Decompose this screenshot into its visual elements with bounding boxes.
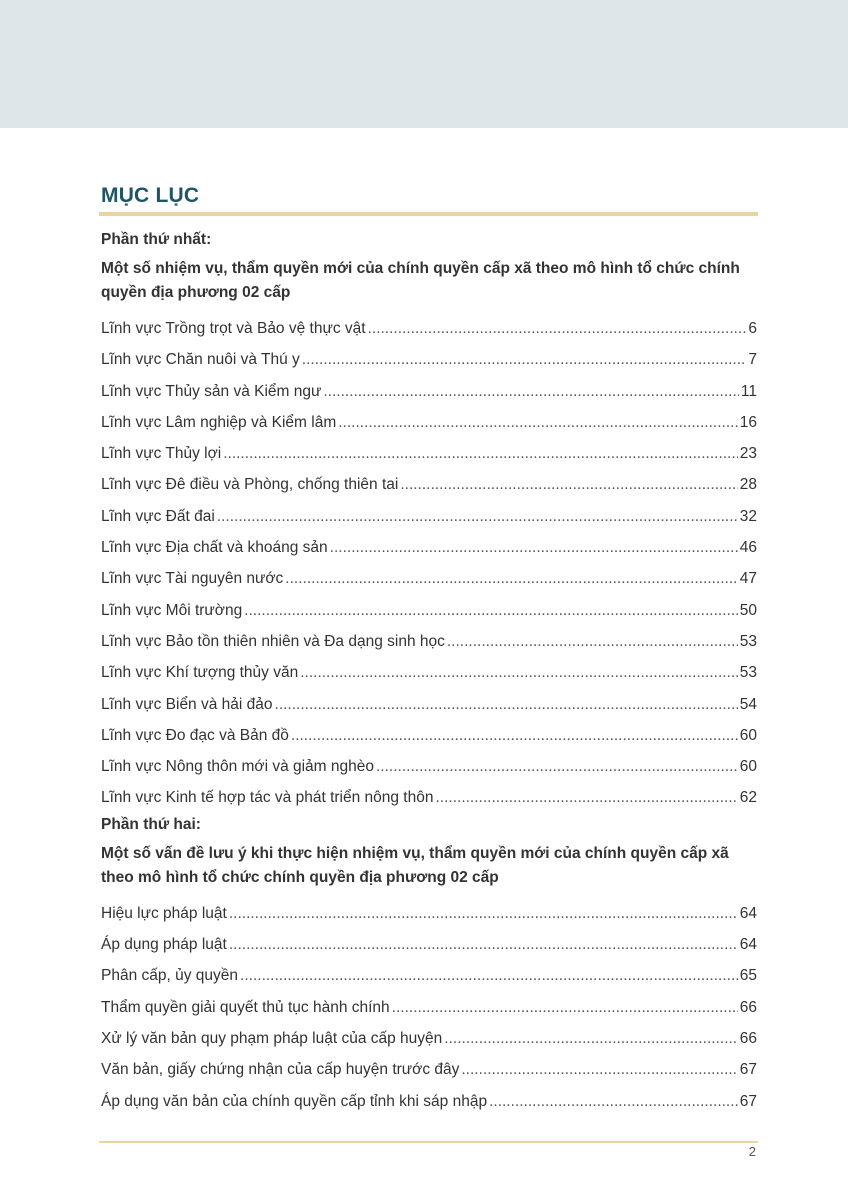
part-one-entries (101, 313, 757, 814)
toc-dot-leader (330, 532, 738, 563)
title-divider (99, 212, 758, 216)
toc-entry-page: 60 (739, 758, 757, 776)
toc-entry[interactable] (101, 992, 757, 1023)
toc-entry-label: Lĩnh vực Địa chất và khoáng sản (101, 539, 328, 557)
toc-dot-leader (368, 313, 747, 344)
toc-entry[interactable] (101, 1086, 757, 1117)
toc-entry-label: Lĩnh vực Bảo tồn thiên nhiên và Đa dạng sinh học (101, 632, 445, 650)
toc-entry[interactable] (101, 532, 757, 563)
toc-entry[interactable] (101, 469, 757, 500)
toc-dot-leader (323, 376, 739, 407)
page-number: 2 (748, 1144, 756, 1159)
toc-dot-leader (291, 720, 738, 751)
table-of-contents (101, 229, 757, 1117)
toc-entry-label: Lĩnh vực Lâm nghiệp và Kiểm lâm (101, 413, 337, 431)
toc-entry[interactable] (101, 626, 757, 657)
toc-entry-label: Thẩm quyền giải quyết thủ tục hành chính (101, 998, 390, 1016)
toc-dot-leader (244, 595, 738, 626)
toc-entry-page: 53 (739, 632, 757, 650)
toc-dot-leader (275, 689, 738, 720)
toc-dot-leader (489, 1086, 738, 1117)
toc-entry-page: 28 (739, 476, 757, 494)
toc-entry-page: 54 (739, 695, 757, 713)
toc-entry-page: 32 (739, 507, 757, 525)
toc-dot-leader (240, 960, 738, 991)
toc-entry-page: 62 (739, 789, 757, 807)
toc-dot-leader (285, 563, 737, 594)
toc-entry[interactable] (101, 720, 757, 751)
toc-dot-leader (338, 407, 738, 438)
toc-entry-page: 65 (739, 967, 757, 985)
toc-dot-leader (444, 1023, 737, 1054)
toc-entry[interactable] (101, 657, 757, 688)
toc-dot-leader (229, 898, 738, 929)
part-two-entries (101, 898, 757, 1117)
part-two-heading: Một số vấn đề lưu ý khi thực hiện nhiệm vụ, thẩm quyền mới của chính quyền cấp xã theo mô hình tổ chức chính quyền địa phương 02 cấp (101, 844, 729, 886)
toc-entry[interactable] (101, 689, 757, 720)
part-one-heading: Một số nhiệm vụ, thẩm quyền mới của chính quyền cấp xã theo mô hình tổ chức chính quyền địa phương 02 cấp (101, 260, 740, 301)
toc-entry[interactable] (101, 563, 757, 594)
toc-entry-label: Lĩnh vực Biển và hải đảo (101, 695, 273, 713)
toc-dot-leader (302, 344, 747, 375)
toc-entry[interactable] (101, 501, 757, 532)
toc-dot-leader (217, 501, 738, 532)
toc-entry-page: 6 (748, 320, 757, 337)
toc-entry[interactable] (101, 898, 757, 929)
toc-entry-label: Lĩnh vực Đê điều và Phòng, chống thiên tai (101, 476, 399, 494)
toc-entry-page: 53 (739, 664, 757, 682)
toc-entry-page: 7 (748, 351, 757, 369)
toc-entry-page: 11 (740, 382, 757, 400)
toc-dot-leader (435, 782, 737, 813)
toc-entry-label: Lĩnh vực Tài nguyên nước (101, 570, 284, 588)
toc-entry-page: 66 (739, 998, 757, 1016)
toc-entry-label: Xử lý văn bản quy phạm pháp luật của cấp huyện (101, 1029, 443, 1047)
toc-entry[interactable] (101, 929, 757, 960)
toc-entry[interactable] (101, 1054, 757, 1085)
toc-entry[interactable] (101, 344, 757, 375)
toc-entry-label: Lĩnh vực Thủy lợi (101, 445, 222, 463)
toc-entry[interactable] (101, 782, 757, 813)
toc-entry-label: Lĩnh vực Chăn nuôi và Thú y (101, 351, 300, 369)
part-one-label: Phần thứ nhất: (101, 231, 212, 248)
part-two-label: Phần thứ hai: (101, 815, 201, 833)
toc-entry[interactable] (101, 407, 757, 438)
toc-entry-label: Hiệu lực pháp luật (101, 904, 227, 922)
toc-entry-page: 16 (739, 413, 757, 431)
toc-entry-page: 64 (739, 904, 757, 922)
toc-entry[interactable] (101, 313, 757, 344)
toc-entry[interactable] (101, 751, 757, 782)
toc-entry-page: 64 (739, 936, 757, 954)
toc-entry[interactable] (101, 376, 757, 407)
toc-entry-page: 50 (739, 601, 757, 619)
toc-dot-leader (229, 929, 738, 960)
toc-entry-page: 47 (739, 570, 757, 588)
toc-entry-label: Lĩnh vực Môi trường (101, 601, 243, 619)
toc-dot-leader (300, 657, 738, 688)
toc-entry-page: 46 (739, 539, 757, 557)
toc-entry-page: 60 (739, 726, 757, 744)
toc-entry[interactable] (101, 438, 757, 469)
toc-entry-label: Lĩnh vực Thủy sản và Kiểm ngư (101, 382, 322, 400)
toc-entry[interactable] (101, 595, 757, 626)
toc-entry-label: Lĩnh vực Trồng trọt và Bảo vệ thực vật (101, 320, 366, 337)
toc-dot-leader (461, 1054, 737, 1085)
toc-dot-leader (392, 992, 738, 1023)
toc-entry-page: 67 (739, 1061, 757, 1079)
toc-entry-page: 66 (739, 1029, 757, 1047)
toc-entry-label: Lĩnh vực Đất đai (101, 507, 215, 525)
toc-entry-page: 67 (739, 1092, 757, 1110)
footer-divider (99, 1141, 758, 1143)
toc-entry-label: Áp dụng văn bản của chính quyền cấp tỉnh khi sáp nhập (101, 1092, 488, 1110)
toc-entry-label: Áp dụng pháp luật (101, 936, 227, 954)
toc-entry-label: Lĩnh vực Đo đạc và Bản đồ (101, 726, 289, 744)
toc-entry[interactable] (101, 960, 757, 991)
toc-dot-leader (400, 469, 737, 500)
toc-dot-leader (223, 438, 738, 469)
toc-dot-leader (376, 751, 738, 782)
header-band (0, 0, 848, 128)
toc-entry-label: Lĩnh vực Nông thôn mới và giảm nghèo (101, 758, 374, 776)
toc-entry-label: Phân cấp, ủy quyền (101, 967, 239, 985)
toc-entry-label: Lĩnh vực Kinh tế hợp tác và phát triển nông thôn (101, 789, 434, 807)
toc-entry-label: Văn bản, giấy chứng nhận của cấp huyện trước đây (101, 1061, 460, 1079)
toc-entry-label: Lĩnh vực Khí tượng thủy văn (101, 664, 299, 682)
toc-dot-leader (447, 626, 738, 657)
toc-entry[interactable] (101, 1023, 757, 1054)
page-title: MỤC LỤC (101, 184, 200, 207)
toc-entry-page: 23 (739, 445, 757, 463)
